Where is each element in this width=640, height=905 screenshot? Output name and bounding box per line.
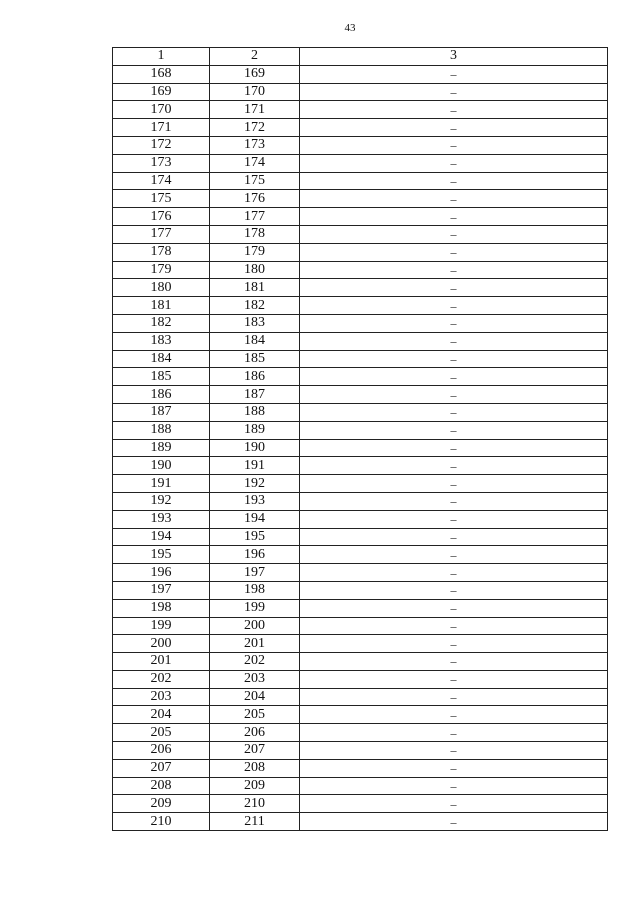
table-cell-col-3: – (300, 439, 608, 457)
table-row (113, 190, 608, 208)
table-cell-col-1: 179 (113, 261, 210, 279)
table-cell-col-3: – (300, 119, 608, 137)
table-row (113, 172, 608, 190)
table-cell-col-3: – (300, 172, 608, 190)
table-cell-col-2: 209 (210, 777, 300, 795)
column-header-2: 2 (210, 48, 300, 66)
table-cell-col-2: 176 (210, 190, 300, 208)
header-row (113, 48, 608, 66)
table-cell-col-2: 173 (210, 136, 300, 154)
table-cell-col-2: 207 (210, 742, 300, 760)
data-table (112, 47, 608, 831)
table-row (113, 670, 608, 688)
table-cell-col-1: 172 (113, 136, 210, 154)
table-cell-col-3: – (300, 350, 608, 368)
table-row (113, 688, 608, 706)
table-cell-col-1: 206 (113, 742, 210, 760)
table-cell-col-1: 189 (113, 439, 210, 457)
table-cell-col-1: 204 (113, 706, 210, 724)
table-cell-col-3: – (300, 421, 608, 439)
table-cell-col-3: – (300, 457, 608, 475)
table-cell-col-3: – (300, 759, 608, 777)
table-cell-col-1: 193 (113, 510, 210, 528)
table-cell-col-2: 172 (210, 119, 300, 137)
table-row (113, 83, 608, 101)
table-cell-col-1: 191 (113, 475, 210, 493)
table-cell-col-1: 209 (113, 795, 210, 813)
table-cell-col-3: – (300, 368, 608, 386)
table-cell-col-3: – (300, 243, 608, 261)
table-cell-col-2: 200 (210, 617, 300, 635)
table-cell-col-3: – (300, 635, 608, 653)
table-row (113, 261, 608, 279)
table-cell-col-2: 186 (210, 368, 300, 386)
table-row (113, 564, 608, 582)
table-cell-col-3: – (300, 154, 608, 172)
table-cell-col-2: 208 (210, 759, 300, 777)
table-cell-col-1: 210 (113, 813, 210, 831)
table-cell-col-3: – (300, 261, 608, 279)
table-row (113, 332, 608, 350)
table-cell-col-2: 188 (210, 403, 300, 421)
table-cell-col-3: – (300, 136, 608, 154)
table-cell-col-2: 199 (210, 599, 300, 617)
table-cell-col-2: 179 (210, 243, 300, 261)
table-row (113, 439, 608, 457)
table-cell-col-3: – (300, 581, 608, 599)
table-row (113, 154, 608, 172)
table-cell-col-1: 201 (113, 653, 210, 671)
table-cell-col-3: – (300, 742, 608, 760)
table-cell-col-2: 169 (210, 65, 300, 83)
table-row (113, 297, 608, 315)
table-row (113, 243, 608, 261)
table-header (113, 48, 608, 66)
table-cell-col-3: – (300, 724, 608, 742)
table-cell-col-3: – (300, 492, 608, 510)
table-cell-col-3: – (300, 688, 608, 706)
table-cell-col-1: 195 (113, 546, 210, 564)
table-cell-col-3: – (300, 475, 608, 493)
table-row (113, 599, 608, 617)
table-row (113, 136, 608, 154)
table-row (113, 314, 608, 332)
table-cell-col-3: – (300, 795, 608, 813)
table-row (113, 813, 608, 831)
table-cell-col-2: 211 (210, 813, 300, 831)
table-row (113, 528, 608, 546)
table-row (113, 635, 608, 653)
table-cell-col-2: 178 (210, 225, 300, 243)
table-cell-col-1: 171 (113, 119, 210, 137)
table-cell-col-2: 190 (210, 439, 300, 457)
table-cell-col-1: 205 (113, 724, 210, 742)
table-cell-col-1: 202 (113, 670, 210, 688)
table-cell-col-3: – (300, 332, 608, 350)
table-row (113, 350, 608, 368)
table-cell-col-1: 192 (113, 492, 210, 510)
table-row (113, 119, 608, 137)
table-cell-col-2: 201 (210, 635, 300, 653)
table-body (113, 65, 608, 830)
table-row (113, 795, 608, 813)
table-cell-col-1: 175 (113, 190, 210, 208)
table-cell-col-2: 191 (210, 457, 300, 475)
table-row (113, 101, 608, 119)
table-cell-col-1: 200 (113, 635, 210, 653)
table-cell-col-1: 170 (113, 101, 210, 119)
table-cell-col-2: 194 (210, 510, 300, 528)
table-cell-col-2: 174 (210, 154, 300, 172)
table-cell-col-2: 196 (210, 546, 300, 564)
table-cell-col-1: 186 (113, 386, 210, 404)
page-number: 43 (344, 22, 356, 34)
table-cell-col-2: 206 (210, 724, 300, 742)
table-row (113, 368, 608, 386)
table-cell-col-2: 184 (210, 332, 300, 350)
table-cell-col-1: 178 (113, 243, 210, 261)
table-cell-col-3: – (300, 403, 608, 421)
table-cell-col-2: 182 (210, 297, 300, 315)
table-cell-col-3: – (300, 208, 608, 226)
table-cell-col-1: 180 (113, 279, 210, 297)
table-row (113, 777, 608, 795)
table-cell-col-1: 190 (113, 457, 210, 475)
table-row (113, 653, 608, 671)
table-row (113, 279, 608, 297)
table-cell-col-2: 203 (210, 670, 300, 688)
table-row (113, 617, 608, 635)
table-row (113, 510, 608, 528)
table-cell-col-3: – (300, 190, 608, 208)
table-cell-col-2: 197 (210, 564, 300, 582)
column-header-1: 1 (113, 48, 210, 66)
table-cell-col-1: 208 (113, 777, 210, 795)
table-cell-col-1: 169 (113, 83, 210, 101)
table-cell-col-3: – (300, 101, 608, 119)
table-row (113, 421, 608, 439)
table-cell-col-1: 173 (113, 154, 210, 172)
table-cell-col-3: – (300, 599, 608, 617)
table-row (113, 742, 608, 760)
table-cell-col-1: 183 (113, 332, 210, 350)
table-cell-col-2: 171 (210, 101, 300, 119)
table-cell-col-2: 193 (210, 492, 300, 510)
table-cell-col-3: – (300, 83, 608, 101)
table-cell-col-3: – (300, 617, 608, 635)
table-cell-col-2: 195 (210, 528, 300, 546)
table-cell-col-3: – (300, 653, 608, 671)
table-cell-col-2: 205 (210, 706, 300, 724)
table-cell-col-3: – (300, 297, 608, 315)
table-cell-col-1: 207 (113, 759, 210, 777)
table-cell-col-2: 210 (210, 795, 300, 813)
table-row (113, 386, 608, 404)
table-cell-col-2: 175 (210, 172, 300, 190)
table-cell-col-2: 177 (210, 208, 300, 226)
table-cell-col-2: 202 (210, 653, 300, 671)
table-row (113, 208, 608, 226)
table-row (113, 581, 608, 599)
table-cell-col-2: 183 (210, 314, 300, 332)
table-cell-col-1: 187 (113, 403, 210, 421)
table-row (113, 225, 608, 243)
table-cell-col-1: 184 (113, 350, 210, 368)
table-cell-col-2: 170 (210, 83, 300, 101)
table-cell-col-2: 185 (210, 350, 300, 368)
table-cell-col-3: – (300, 528, 608, 546)
table-cell-col-1: 199 (113, 617, 210, 635)
table-cell-col-3: – (300, 65, 608, 83)
table-cell-col-1: 185 (113, 368, 210, 386)
table-cell-col-1: 174 (113, 172, 210, 190)
table-cell-col-1: 196 (113, 564, 210, 582)
table-cell-col-1: 168 (113, 65, 210, 83)
table-row (113, 706, 608, 724)
table-row (113, 492, 608, 510)
table-cell-col-2: 180 (210, 261, 300, 279)
table-cell-col-2: 189 (210, 421, 300, 439)
table-cell-col-2: 181 (210, 279, 300, 297)
table-cell-col-3: – (300, 564, 608, 582)
table-cell-col-1: 181 (113, 297, 210, 315)
table-cell-col-3: – (300, 670, 608, 688)
table-cell-col-3: – (300, 777, 608, 795)
table-cell-col-1: 194 (113, 528, 210, 546)
table-row (113, 457, 608, 475)
table-cell-col-3: – (300, 279, 608, 297)
table-cell-col-1: 176 (113, 208, 210, 226)
table-cell-col-1: 177 (113, 225, 210, 243)
table-cell-col-1: 197 (113, 581, 210, 599)
table-row (113, 403, 608, 421)
table-cell-col-2: 204 (210, 688, 300, 706)
table-cell-col-2: 192 (210, 475, 300, 493)
table-cell-col-3: – (300, 386, 608, 404)
table-row (113, 546, 608, 564)
table-cell-col-3: – (300, 813, 608, 831)
table-row (113, 65, 608, 83)
table-cell-col-3: – (300, 546, 608, 564)
table-cell-col-3: – (300, 225, 608, 243)
table-cell-col-2: 187 (210, 386, 300, 404)
table-cell-col-3: – (300, 510, 608, 528)
table-cell-col-1: 188 (113, 421, 210, 439)
table-row (113, 724, 608, 742)
table-cell-col-1: 198 (113, 599, 210, 617)
column-header-3: 3 (300, 48, 608, 66)
table-cell-col-2: 198 (210, 581, 300, 599)
table-cell-col-1: 182 (113, 314, 210, 332)
table-cell-col-3: – (300, 314, 608, 332)
table-cell-col-1: 203 (113, 688, 210, 706)
table-cell-col-3: – (300, 706, 608, 724)
table-row (113, 475, 608, 493)
table-row (113, 759, 608, 777)
